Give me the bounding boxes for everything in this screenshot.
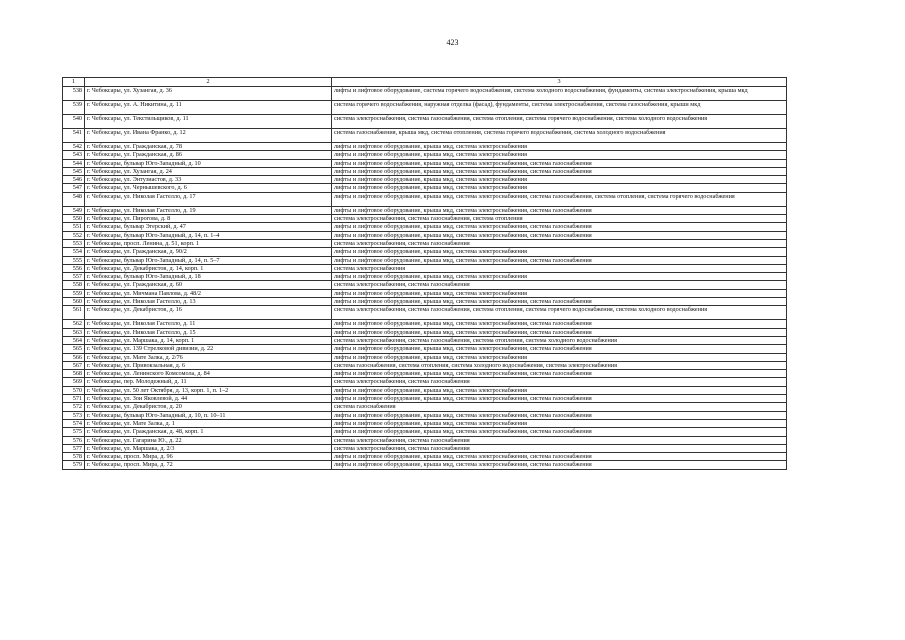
table-row	[63, 378, 787, 386]
row-systems: лифты и лифтовое оборудование, крыша мкд, система электроснабжения	[332, 176, 787, 184]
row-address: г. Чебоксары, ул. Гражданская, д. 90/2	[85, 248, 332, 256]
row-systems: лифты и лифтовое оборудование, крыша мкд, система электроснабжения	[332, 184, 787, 192]
row-address: г. Чебоксары, ул. Пирогова, д. 8	[85, 215, 332, 223]
row-address: г. Чебоксары, просп. Мира, д. 96	[85, 453, 332, 461]
row-number: 551	[63, 223, 85, 231]
row-systems: система электроснабжения, система газоснабжения	[332, 239, 787, 247]
row-number: 552	[63, 231, 85, 239]
row-number: 540	[63, 115, 85, 129]
row-systems: лифты и лифтовое оборудование, крыша мкд, система электроснабжения, система газоснабжения	[332, 231, 787, 239]
row-address: г. Чебоксары, ул. Хузангая, д. 36	[85, 87, 332, 101]
row-systems: лифты и лифтовое оборудование, крыша мкд, система электроснабжения	[332, 353, 787, 361]
row-address: г. Чебоксары, ул. Зои Яковлевой, д. 44	[85, 395, 332, 403]
row-address: г. Чебоксары, ул. Мате Залка, д. 1	[85, 419, 332, 427]
row-systems: система газоснабжения, система отопления, система холодного водоснабжения, система электроснабжения	[332, 361, 787, 369]
table-row	[63, 239, 787, 247]
table-row	[63, 264, 787, 272]
row-number: 570	[63, 386, 85, 394]
row-systems: лифты и лифтовое оборудование, крыша мкд, система электроснабжения, система газоснабжения	[332, 159, 787, 167]
row-address: г. Чебоксары, ул. Гагарина Ю., д. 22	[85, 436, 332, 444]
row-address: г. Чебоксары, просп. Ленина, д. 51, корп. 1	[85, 239, 332, 247]
row-number: 554	[63, 248, 85, 256]
table-row	[63, 419, 787, 427]
row-address: г. Чебоксары, ул. Мате Залка, д. 2/76	[85, 353, 332, 361]
row-number: 542	[63, 143, 85, 151]
row-systems: система горячего водоснабжения, наружная отделка (фасад), фундаменты, система электроснабжения, система газоснабжения, крыши мкд	[332, 101, 787, 115]
row-address: г. Чебоксары, ул. Николая Гастелло, д. 11	[85, 320, 332, 328]
row-systems: система электроснабжения, система газоснабжения	[332, 378, 787, 386]
row-systems: лифты и лифтовое оборудование, крыша мкд, система электроснабжения	[332, 289, 787, 297]
registry-table	[62, 77, 787, 470]
row-address: г. Чебоксары, ул. Декабристов, д. 16	[85, 306, 332, 320]
row-systems: система электроснабжения, система газоснабжения	[332, 281, 787, 289]
table-row	[63, 248, 787, 256]
row-systems: система электроснабжения, система газоснабжения, система отопления, система горячего водоснабжения, система холодного водоснабжения	[332, 306, 787, 320]
row-systems: лифты и лифтовое оборудование, крыша мкд, система электроснабжения, система газоснабжения	[332, 328, 787, 336]
table-row	[63, 298, 787, 306]
row-systems: лифты и лифтовое оборудование, крыша мкд, система электроснабжения, система газоснабжения, система отопления, система горячего водоснабжения	[332, 192, 787, 206]
row-number: 557	[63, 273, 85, 281]
row-systems: лифты и лифтовое оборудование, крыша мкд, система электроснабжения	[332, 419, 787, 427]
row-address: г. Чебоксары, ул. Привокзальная, д. 6	[85, 361, 332, 369]
row-number: 567	[63, 361, 85, 369]
row-number: 577	[63, 444, 85, 452]
row-systems: лифты и лифтовое оборудование, крыша мкд, система электроснабжения, система газоснабжения	[332, 428, 787, 436]
row-number: 538	[63, 87, 85, 101]
row-systems: система электроснабжения, система газоснабжения, система отопления, система холодного водоснабжения	[332, 336, 787, 344]
row-address: г. Чебоксары, ул. Николая Гастелло, д. 13	[85, 298, 332, 306]
row-number: 556	[63, 264, 85, 272]
row-systems: система электроснабжения, система газоснабжения, система отопления	[332, 215, 787, 223]
table-row	[63, 176, 787, 184]
row-number: 555	[63, 256, 85, 264]
row-systems: лифты и лифтовое оборудование, крыша мкд, система электроснабжения, система газоснабжения	[332, 206, 787, 214]
row-number: 575	[63, 428, 85, 436]
row-number: 543	[63, 151, 85, 159]
row-address: г. Чебоксары, ул. Ивана Франко, д. 12	[85, 129, 332, 143]
table-row	[63, 101, 787, 115]
header-col-2: 2	[85, 78, 332, 87]
row-systems: лифты и лифтовое оборудование, крыша мкд, система электроснабжения, система газоснабжения	[332, 411, 787, 419]
table-row	[63, 336, 787, 344]
table-row	[63, 129, 787, 143]
table-row	[63, 215, 787, 223]
table-row	[63, 328, 787, 336]
table-row	[63, 289, 787, 297]
table-row	[63, 167, 787, 175]
row-number: 568	[63, 370, 85, 378]
row-address: г. Чебоксары, бульвар Юго-Западный, д. 14, п. 5–7	[85, 256, 332, 264]
row-number: 539	[63, 101, 85, 115]
row-systems: система электроснабжения	[332, 264, 787, 272]
row-systems: лифты и лифтовое оборудование, крыша мкд, система электроснабжения, система газоснабжения	[332, 223, 787, 231]
row-address: г. Чебоксары, ул. Маршака, д. 2/3	[85, 444, 332, 452]
row-number: 547	[63, 184, 85, 192]
row-address: г. Чебоксары, пер. Молодежный, д. 11	[85, 378, 332, 386]
row-number: 569	[63, 378, 85, 386]
table-row	[63, 395, 787, 403]
table-row	[63, 461, 787, 469]
table-row	[63, 256, 787, 264]
table-row	[63, 143, 787, 151]
table-row	[63, 428, 787, 436]
table-row	[63, 403, 787, 411]
table-row	[63, 151, 787, 159]
page-number: 423	[446, 38, 459, 47]
row-address: г. Чебоксары, ул. Гражданская, д. 86	[85, 151, 332, 159]
row-systems: лифты и лифтовое оборудование, крыша мкд, система электроснабжения, система газоснабжения	[332, 298, 787, 306]
row-number: 571	[63, 395, 85, 403]
row-address: г. Чебоксары, ул. Николая Гастелло, д. 15	[85, 328, 332, 336]
table-row	[63, 184, 787, 192]
row-number: 576	[63, 436, 85, 444]
row-number: 572	[63, 403, 85, 411]
row-number: 548	[63, 192, 85, 206]
row-number: 562	[63, 320, 85, 328]
row-systems: система газоснабжения, крыша мкд, система отопления, система горячего водоснабжения, система холодного водоснабжения	[332, 129, 787, 143]
row-number: 559	[63, 289, 85, 297]
row-number: 544	[63, 159, 85, 167]
row-number: 549	[63, 206, 85, 214]
table-row	[63, 444, 787, 452]
table-row	[63, 353, 787, 361]
row-systems: лифты и лифтовое оборудование, крыша мкд, система электроснабжения	[332, 143, 787, 151]
row-address: г. Чебоксары, ул. Мичмана Павлова, д. 48/2	[85, 289, 332, 297]
table-row	[63, 115, 787, 129]
header-col-1: 1	[63, 78, 85, 87]
row-systems: система электроснабжения, система газоснабжения, система отопления, система горячего водоснабжения, система холодного водоснабжения	[332, 115, 787, 129]
table-row	[63, 223, 787, 231]
row-address: г. Чебоксары, просп. Мира, д. 72	[85, 461, 332, 469]
table-row	[63, 192, 787, 206]
row-number: 561	[63, 306, 85, 320]
table-row	[63, 436, 787, 444]
row-systems: лифты и лифтовое оборудование, система горячего водоснабжения, система холодного водоснабжения, фундаменты, система электроснабжения, крыша мкд	[332, 87, 787, 101]
row-systems: лифты и лифтовое оборудование, крыша мкд, система электроснабжения, система газоснабжения	[332, 345, 787, 353]
header-row	[63, 78, 787, 87]
row-number: 560	[63, 298, 85, 306]
row-address: г. Чебоксары, ул. Хузангая, д. 24	[85, 167, 332, 175]
row-address: г. Чебоксары, бульвар Юго-Западный, д. 18	[85, 273, 332, 281]
table-row	[63, 411, 787, 419]
table-row	[63, 370, 787, 378]
row-systems: система электроснабжения, система газоснабжения	[332, 436, 787, 444]
table-row	[63, 87, 787, 101]
row-number: 553	[63, 239, 85, 247]
row-address: г. Чебоксары, ул. Ленинского Комсомола, д. 84	[85, 370, 332, 378]
row-address: г. Чебоксары, ул. Декабристов, д. 14, корп. 1	[85, 264, 332, 272]
table-row	[63, 231, 787, 239]
row-address: г. Чебоксары, бульвар Эгерский, д. 47	[85, 223, 332, 231]
table-row	[63, 320, 787, 328]
table-row	[63, 159, 787, 167]
table-row	[63, 306, 787, 320]
row-number: 578	[63, 453, 85, 461]
table-row	[63, 273, 787, 281]
row-address: г. Чебоксары, бульвар Юго-Западный, д. 10	[85, 159, 332, 167]
row-number: 574	[63, 419, 85, 427]
header-col-3: 3	[332, 78, 787, 87]
row-systems: лифты и лифтовое оборудование, крыша мкд, система электроснабжения, система газоснабжения	[332, 395, 787, 403]
table-row	[63, 453, 787, 461]
row-address: г. Чебоксары, ул. А. Никитина, д. 11	[85, 101, 332, 115]
row-number: 565	[63, 345, 85, 353]
table-row	[63, 361, 787, 369]
row-address: г. Чебоксары, ул. 50 лет Октября, д. 13, корп. 1, п. 1–2	[85, 386, 332, 394]
row-number: 563	[63, 328, 85, 336]
row-systems: лифты и лифтовое оборудование, крыша мкд, система электроснабжения, система газоснабжения	[332, 461, 787, 469]
row-address: г. Чебоксары, ул. Энтузиастов, д. 33	[85, 176, 332, 184]
row-address: г. Чебоксары, ул. Чернышевского, д. 6	[85, 184, 332, 192]
row-systems: лифты и лифтовое оборудование, крыша мкд, система электроснабжения	[332, 386, 787, 394]
row-address: г. Чебоксары, ул. Николая Гастелло, д. 17	[85, 192, 332, 206]
row-systems: лифты и лифтовое оборудование, крыша мкд, система электроснабжения	[332, 151, 787, 159]
table-row	[63, 386, 787, 394]
row-address: г. Чебоксары, ул. Гражданская, д. 48, корп. 1	[85, 428, 332, 436]
row-number: 564	[63, 336, 85, 344]
row-address: г. Чебоксары, ул. Гражданская, д. 60	[85, 281, 332, 289]
row-number: 579	[63, 461, 85, 469]
row-number: 573	[63, 411, 85, 419]
row-systems: лифты и лифтовое оборудование, крыша мкд, система электроснабжения, система газоснабжения	[332, 167, 787, 175]
row-number: 545	[63, 167, 85, 175]
table-row	[63, 281, 787, 289]
row-number: 546	[63, 176, 85, 184]
row-number: 541	[63, 129, 85, 143]
row-systems: система газоснабжения	[332, 403, 787, 411]
row-address: г. Чебоксары, ул. Декабристов, д. 20	[85, 403, 332, 411]
row-systems: лифты и лифтовое оборудование, крыша мкд, система электроснабжения	[332, 273, 787, 281]
row-systems: система электроснабжения, система газоснабжения	[332, 444, 787, 452]
row-address: г. Чебоксары, ул. 139 Стрелковой дивизии, д. 22	[85, 345, 332, 353]
row-number: 558	[63, 281, 85, 289]
row-systems: лифты и лифтовое оборудование, крыша мкд, система электроснабжения, система газоснабжения	[332, 256, 787, 264]
row-address: г. Чебоксары, ул. Николая Гастелло, д. 19	[85, 206, 332, 214]
row-number: 550	[63, 215, 85, 223]
row-address: г. Чебоксары, ул. Текстильщиков, д. 11	[85, 115, 332, 129]
row-address: г. Чебоксары, бульвар Юго-Западный, д. 10, п. 10–11	[85, 411, 332, 419]
row-systems: лифты и лифтовое оборудование, крыша мкд, система электроснабжения	[332, 248, 787, 256]
row-address: г. Чебоксары, бульвар Юго-Западный, д. 14, п. 1–4	[85, 231, 332, 239]
table-row	[63, 345, 787, 353]
row-systems: лифты и лифтовое оборудование, крыша мкд, система электроснабжения, система газоснабжения	[332, 453, 787, 461]
table-row	[63, 206, 787, 214]
row-systems: лифты и лифтовое оборудование, крыша мкд, система электроснабжения, система газоснабжения	[332, 370, 787, 378]
row-number: 566	[63, 353, 85, 361]
row-address: г. Чебоксары, ул. Гражданская, д. 78	[85, 143, 332, 151]
row-address: г. Чебоксары, ул. Маршака, д. 14, корп. 1	[85, 336, 332, 344]
row-systems: лифты и лифтовое оборудование, крыша мкд, система электроснабжения, система газоснабжения	[332, 320, 787, 328]
